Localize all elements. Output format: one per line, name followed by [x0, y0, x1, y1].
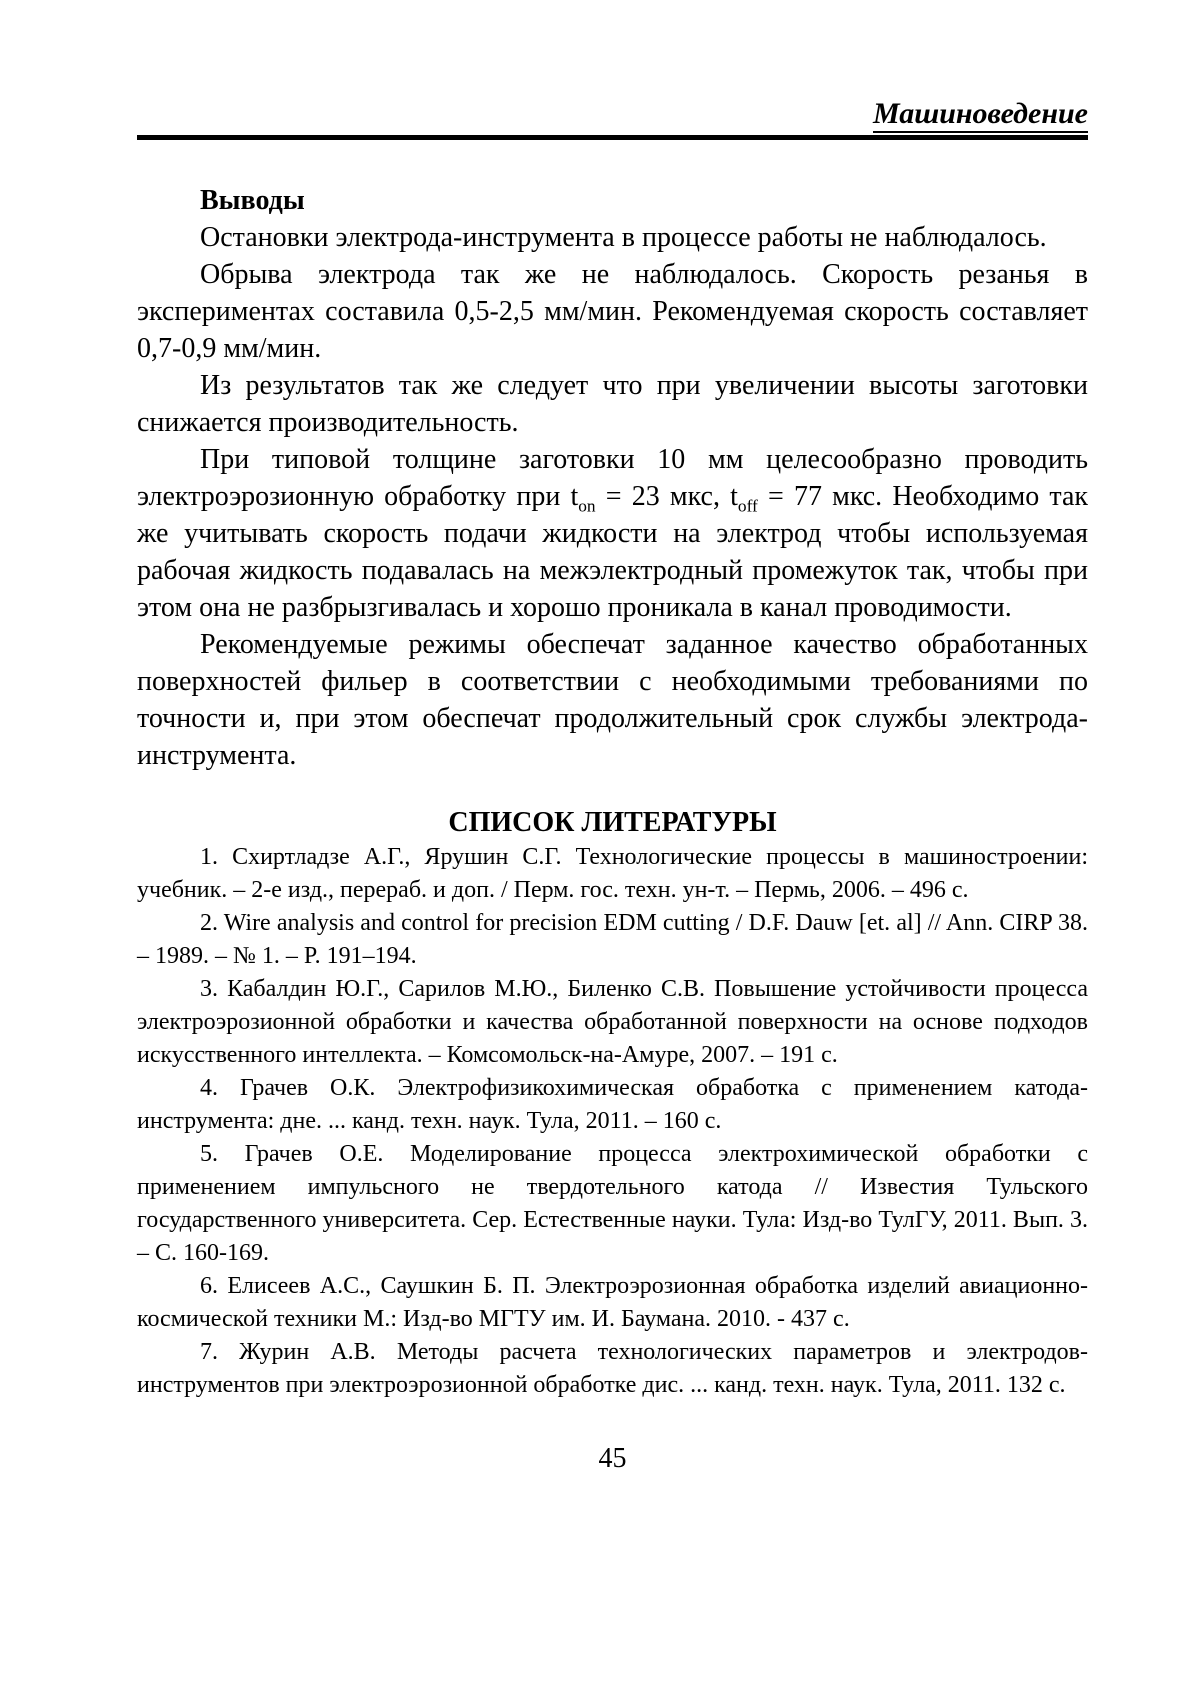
reference-item-2: 2. Wire analysis and control for precision EDM cutting / D.F. Dauw [et. al] // Ann. CIRP 38. – 1989. – № 1. – P. 191–194.	[137, 910, 1088, 969]
running-head	[137, 0, 1088, 132]
reference-item-1: 1. Схиртладзе А.Г., Ярушин С.Г. Технологические процессы в машиностроении: учебник. – 2-е изд., перераб. и доп. / Перм. гос. техн. ун-т. – Пермь, 2006. – 496 с.	[137, 844, 1088, 903]
conclusions-paragraph-5: Рекомендуемые режимы обеспечат заданное качество обработанных поверхностей фильер в соответствии с необходимыми требованиями по точности и, при этом обеспечат продолжительный срок службы электрода-инструмента.	[137, 629, 1088, 771]
page-number: 45	[598, 1443, 627, 1474]
header-rule	[137, 135, 1088, 140]
paragraph-4-text: = 77 мкс. Необходимо так же учитывать скорость подачи жидкости на электрод чтобы используемая рабочая жидкость подавалась на межэлектродный промежуток так, чтобы при этом она не разбрызгивалась и хорошо проникала в канал проводимости.	[137, 481, 1088, 623]
conclusions-paragraph-3: Из результатов так же следует что при увеличении высоты заготовки снижается производительность.	[137, 370, 1088, 438]
paragraph-4-text: При типовой толщине заготовки 10 мм целесообразно проводить электроэрозионную обработку при t	[137, 444, 1088, 512]
t-on-subscript: on	[578, 496, 596, 516]
conclusions-paragraph-4	[137, 441, 1088, 626]
paragraph-4-text: = 23 мкс, t	[595, 481, 738, 512]
reference-item-7: 7. Журин А.В. Методы расчета технологических параметров и электродов-инструментов при электроэрозионной обработке дис. ... канд. техн. наук. Тула, 2011. 132 с.	[137, 1339, 1088, 1398]
conclusions-heading: Выводы	[200, 185, 305, 216]
reference-item-3: 3. Кабалдин Ю.Г., Сарилов М.Ю., Биленко С.В. Повышение устойчивости процесса электроэрозионной обработки и качества обработанной поверхности на основе подходов искусственного интеллекта. – Комсомольск-на-Амуре, 2007. – 191 с.	[137, 976, 1088, 1068]
reference-item-4: 4. Грачев О.К. Электрофизикохимическая обработка с применением катода-инструмента: дне. ... канд. техн. наук. Тула, 2011. – 160 с.	[137, 1075, 1088, 1134]
conclusions-section	[137, 182, 1088, 774]
journal-section-title: Машиноведение	[873, 97, 1088, 133]
reference-item-5: 5. Грачев О.Е. Моделирование процесса электрохимической обработки с применением импульсного не твердотельного катода // Известия Тульского государственного университета. Сер. Естественные науки. Тула: Изд-во ТулГУ, 2011. Вып. 3. – С. 160-169.	[137, 1141, 1088, 1266]
page-content	[137, 0, 1088, 1477]
references-heading: СПИСОК ЛИТЕРАТУРЫ	[448, 807, 777, 838]
conclusions-paragraph-2: Обрыва электрода так же не наблюдалось. Скорость резанья в экспериментах составила 0,5-2,5 мм/мин. Рекомендуемая скорость составляет 0,7-0,9 мм/мин.	[137, 259, 1088, 364]
references-list	[137, 841, 1088, 1402]
reference-item-6: 6. Елисеев А.С., Саушкин Б. П. Электроэрозионная обработка изделий авиационно-космической техники М.: Изд-во МГТУ им. И. Баумана. 2010. - 437 с.	[137, 1273, 1088, 1332]
t-off-subscript: off	[737, 496, 758, 516]
conclusions-paragraph-1: Остановки электрода-инструмента в процессе работы не наблюдалось.	[200, 222, 1047, 253]
